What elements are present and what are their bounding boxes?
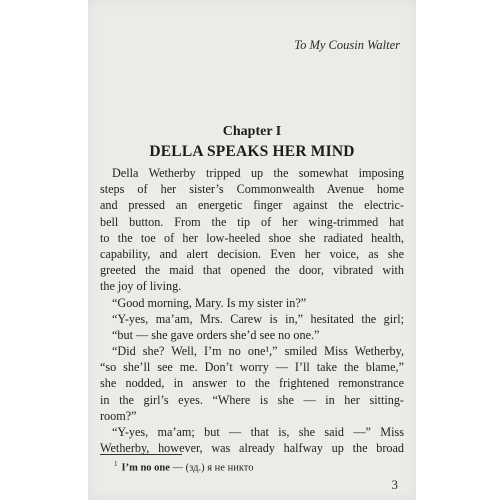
body-line: the joy of living. [100, 279, 182, 294]
body-line: she nodded, in answer to the frightened remonstrance [100, 376, 404, 391]
body-line: Della Wetherby tripped up the somewhat imposing [112, 166, 404, 180]
body-line: “Did she? Well, I’m no one¹,” smiled Miss Wetherby, [112, 344, 404, 359]
footnote-divider [100, 454, 182, 455]
body-line: “so she’ll see me. Don’t worry — I’ll take the blame,” [100, 360, 404, 375]
body-line: in the girl’s eyes. “Where is she — in her sitting- [100, 392, 404, 407]
body-line: capability, and alert decision. Even her voice, as she [100, 246, 404, 261]
footnote-explanation: — (зд.) я не никто [169, 462, 254, 474]
footnote-marker: 1 [114, 460, 118, 468]
body-line: bell button. From the tip of her wing-trimmed hat [100, 214, 404, 229]
body-line: greeted the maid that opened the door, vibrated with [100, 263, 404, 278]
footnote [114, 460, 253, 474]
body-line: steps of her sister’s Commonwealth Avenue home [100, 182, 404, 197]
body-line: “Good morning, Mary. Is my sister in?” [112, 295, 307, 310]
body-line: “but — she gave orders she’d see no one.” [112, 327, 320, 342]
dedication-heading: To My Cousin Walter [294, 38, 400, 52]
body-line: “Y-yes, ma’am, Mrs. Carew is in,” hesitated the girl; [112, 311, 404, 326]
body-line: Wetherby, however, was already halfway up the broad [100, 441, 404, 456]
body-line: to the toe of her low-heeled shoe she radiated health, [100, 230, 404, 245]
chapter-title: DELLA SPEAKS HER MIND [149, 143, 355, 160]
book-page [88, 0, 416, 500]
page-number: 3 [391, 477, 398, 492]
chapter-number: Chapter I [222, 124, 282, 139]
body-line: “Y-yes, ma’am; but — that is, she said —” Miss [112, 425, 404, 439]
body-line: and pressed an energetic finger against the electric- [100, 198, 404, 213]
chapter-body-text [100, 165, 404, 456]
footnote-term: I’m no one [121, 462, 170, 474]
body-line: room?” [100, 408, 137, 423]
